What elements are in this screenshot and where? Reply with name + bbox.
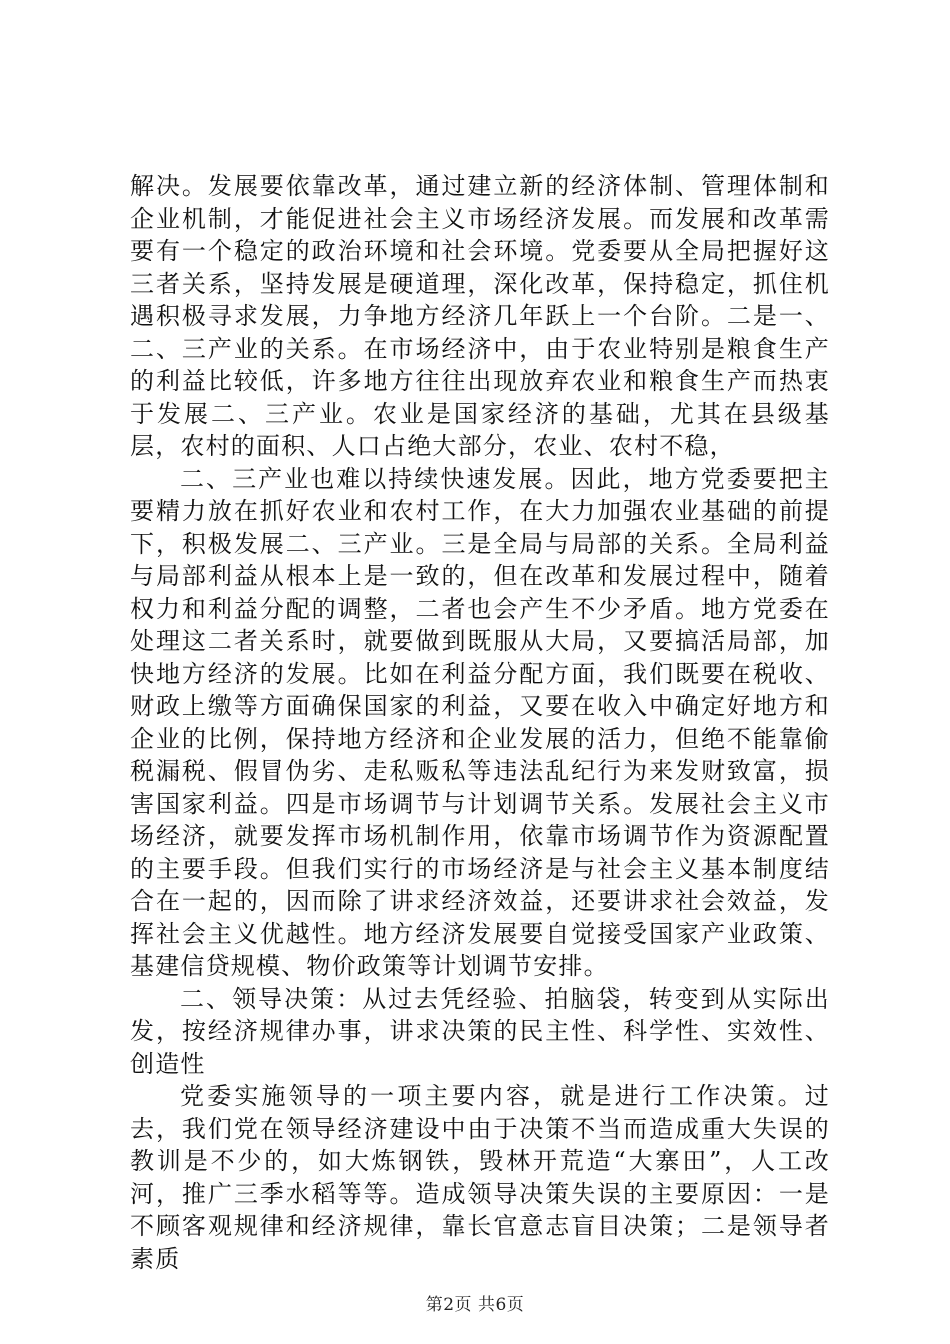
paragraph-1: 解决。发展要依靠改革，通过建立新的经济体制、管理体制和企业机制，才能促进社会主义市场经济发展。而发展和改革需要有一个稳定的政治环境和社会环境。党委要从全局把握好这三者关系，坚持发展是硬道理，深化改革，保持稳定，抓住机遇积极寻求发展，力争地方经济几年跃上一个台阶。二是一、二、三产业的关系。在市场经济中，由于农业特别是粮食生产的利益比较低，许多地方往往出现放弃农业和粮食生产而热衷于发展二、三产业。农业是国家经济的基础，尤其在县级基层，农村的面积、人口占绝大部分，农业、农村不稳， xyxy=(130,172,830,460)
paragraph-2: 二、三产业也难以持续快速发展。因此，地方党委要把主要精力放在抓好农业和农村工作，在大力加强农业基础的前提下，积极发展二、三产业。三是全局与局部的关系。全局利益与局部利益从根本上是一致的，但在改革和发展过程中，随着权力和利益分配的调整，二者也会产生不少矛盾。地方党委在处理这二者关系时，就要做到既服从大局，又要搞活局部，加快地方经济的发展。比如在利益分配方面，我们既要在税收、财政上缴等方面确保国家的利益，又要在收入中确定好地方和企业的比例，保持地方经济和企业发展的活力，但绝不能靠偷税漏税、假冒伪劣、走私贩私等违法乱纪行为来发财致富，损害国家利益。四是市场调节与计划调节关系。发展社会主义市场经济，就要发挥市场机制作用，依靠市场调节作为资源配置的主要手段。但我们实行的市场经济是与社会主义基本制度结合在一起的，因而除了讲求经济效益，还要讲求社会效益，发挥社会主义优越性。地方经济发展要自觉接受国家产业政策、基建信贷规模、物价政策等计划调节安排。 xyxy=(130,464,830,980)
section-heading-leadership-decision: 二、领导决策：从过去凭经验、拍脑袋，转变到从实际出发，按经济规律办事，讲求决策的民主性、科学性、实效性、创造性 xyxy=(130,984,830,1078)
paragraph-3: 党委实施领导的一项主要内容，就是进行工作决策。过去，我们党在领导经济建设中由于决策不当而造成重大失误的教训是不少的，如大炼钢铁，毁林开荒造“大寨田”，人工改河，推广三季水稻等等。造成领导决策失误的主要原因：一是不顾客观规律和经济规律，靠长官意志盲目决策；二是领导者素质 xyxy=(130,1082,830,1273)
page-number-footer: 第2页 共6页 xyxy=(425,1295,525,1315)
document-body xyxy=(130,170,830,1275)
